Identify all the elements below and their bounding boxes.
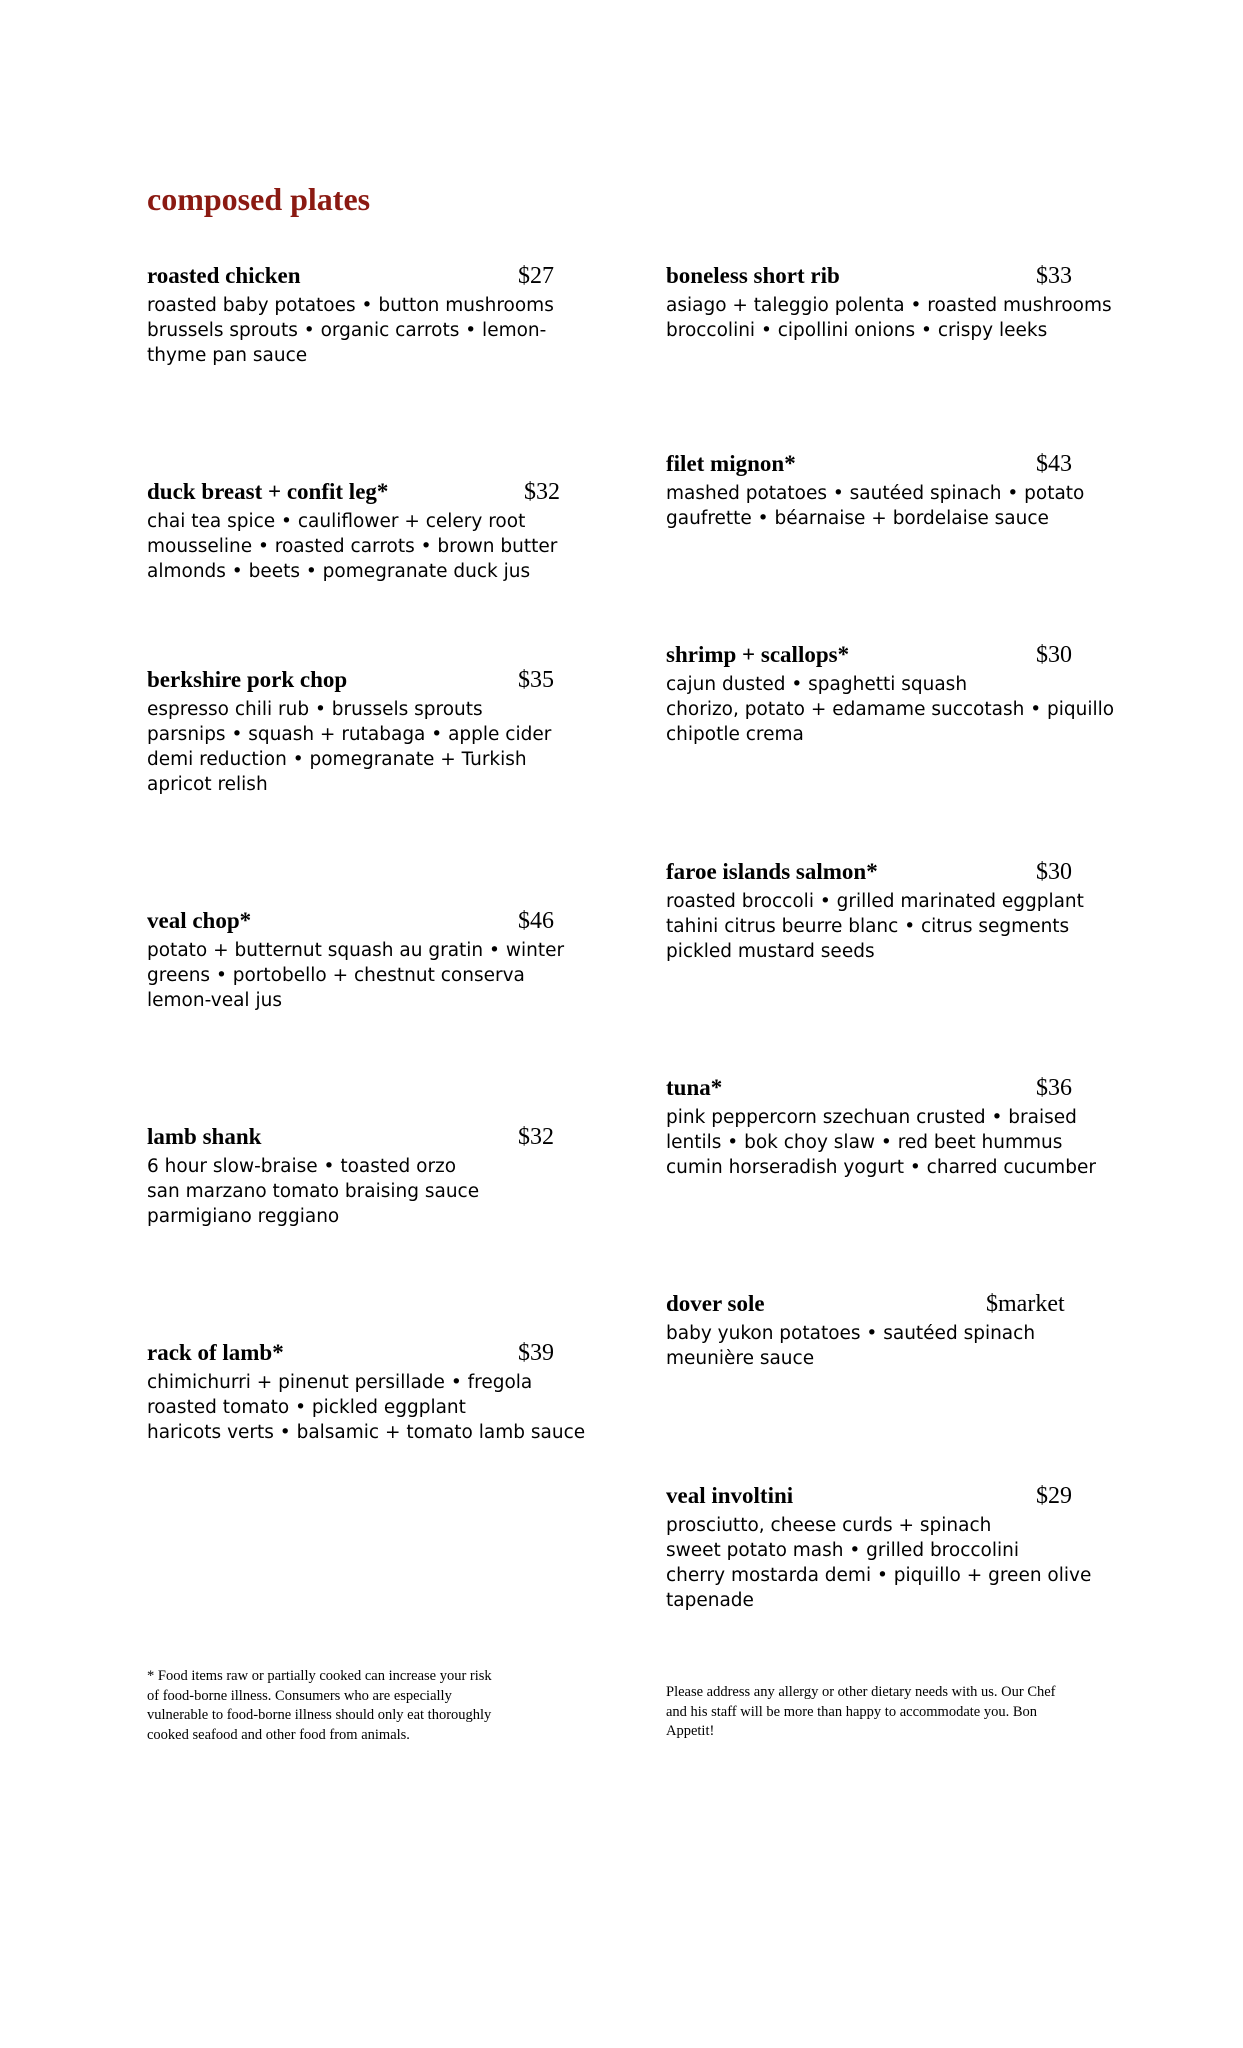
description-line: greens • portobello + chestnut conserva bbox=[147, 965, 525, 986]
item-price: $35 bbox=[518, 667, 554, 693]
item-name: berkshire pork chop bbox=[147, 667, 348, 692]
item-price: $36 bbox=[1036, 1075, 1072, 1101]
description-line: demi reduction • pomegranate + Turkish bbox=[147, 749, 527, 770]
item-name: lamb shank bbox=[147, 1124, 262, 1149]
item-description bbox=[666, 672, 1115, 747]
item-description bbox=[666, 889, 1106, 964]
item-price: $39 bbox=[518, 1340, 554, 1366]
item-description bbox=[666, 1105, 1106, 1180]
description-line: brussels sprouts • organic carrots • lemon- bbox=[147, 320, 547, 341]
item-description bbox=[147, 1154, 587, 1229]
item-name: shrimp + scallops* bbox=[666, 642, 850, 667]
description-line: espresso chili rub • brussels sprouts bbox=[147, 699, 483, 720]
description-line: chai tea spice • cauliflower + celery root bbox=[147, 511, 526, 532]
description-line: asiago + taleggio polenta • roasted mushrooms bbox=[666, 295, 1112, 316]
description-line: cajun dusted • spaghetti squash bbox=[666, 674, 968, 695]
description-line: chimichurri + pinenut persillade • fregola bbox=[147, 1372, 533, 1393]
item-description bbox=[147, 293, 587, 368]
description-line: thyme pan sauce bbox=[147, 345, 308, 366]
item-description bbox=[666, 1513, 1106, 1613]
item-price: $market bbox=[986, 1291, 1065, 1317]
item-name: boneless short rib bbox=[666, 263, 840, 288]
description-line: roasted broccoli • grilled marinated eggplant bbox=[666, 891, 1084, 912]
note-line: Please address any allergy or other dietary needs with us. Our Chef bbox=[666, 1684, 1056, 1700]
item-name: veal chop* bbox=[147, 908, 252, 933]
description-line: tapenade bbox=[666, 1590, 754, 1611]
description-line: chorizo, potato + edamame succotash • piquillo bbox=[666, 699, 1115, 720]
description-line: almonds • beets • pomegranate duck jus bbox=[147, 561, 531, 582]
section-title: composed plates bbox=[147, 181, 371, 217]
item-price: $32 bbox=[518, 1124, 554, 1150]
description-line: 6 hour slow-braise • toasted orzo bbox=[147, 1156, 457, 1177]
item-description bbox=[147, 1370, 587, 1445]
description-line: lemon-veal jus bbox=[147, 990, 282, 1011]
description-line: tahini citrus beurre blanc • citrus segments bbox=[666, 916, 1070, 937]
description-line: apricot relish bbox=[147, 774, 268, 795]
description-line: parmigiano reggiano bbox=[147, 1206, 340, 1227]
item-price: $30 bbox=[1036, 859, 1072, 885]
item-name: duck breast + confit leg* bbox=[147, 479, 389, 504]
item-name: filet mignon* bbox=[666, 451, 796, 476]
note-line: vulnerable to food-borne illness should only eat thoroughly bbox=[147, 1707, 492, 1723]
food-safety-warning bbox=[147, 1667, 492, 1745]
description-line: prosciutto, cheese curds + spinach bbox=[666, 1515, 992, 1536]
note-line: Appetit! bbox=[666, 1723, 715, 1739]
item-name: tuna* bbox=[666, 1075, 723, 1100]
description-line: cherry mostarda demi • piquillo + green olive bbox=[666, 1565, 1092, 1586]
description-line: haricots verts • balsamic + tomato lamb sauce bbox=[147, 1422, 586, 1443]
description-line: parsnips • squash + rutabaga • apple cider bbox=[147, 724, 552, 745]
description-line: san marzano tomato braising sauce bbox=[147, 1181, 480, 1202]
note-line: * Food items raw or partially cooked can increase your risk bbox=[147, 1668, 492, 1684]
item-description bbox=[147, 509, 587, 584]
item-name: dover sole bbox=[666, 1291, 765, 1316]
description-line: lentils • bok choy slaw • red beet hummus bbox=[666, 1132, 1063, 1153]
item-description bbox=[666, 481, 1106, 531]
item-price: $27 bbox=[518, 263, 554, 289]
item-name: rack of lamb* bbox=[147, 1340, 284, 1365]
description-line: mousseline • roasted carrots • brown butter bbox=[147, 536, 558, 557]
item-price: $46 bbox=[518, 908, 554, 934]
description-line: chipotle crema bbox=[666, 724, 804, 745]
note-line: cooked seafood and other food from animals. bbox=[147, 1726, 410, 1743]
note-line: and his staff will be more than happy to accommodate you. Bon bbox=[666, 1703, 1038, 1720]
description-line: meunière sauce bbox=[666, 1348, 815, 1369]
description-line: pink peppercorn szechuan crusted • braised bbox=[666, 1107, 1077, 1128]
item-name: faroe islands salmon* bbox=[666, 859, 878, 884]
item-price: $29 bbox=[1036, 1483, 1072, 1509]
description-line: potato + butternut squash au gratin • winter bbox=[147, 940, 565, 961]
allergy-notice bbox=[666, 1683, 1056, 1742]
description-line: baby yukon potatoes • sautéed spinach bbox=[666, 1323, 1036, 1344]
description-line: gaufrette • béarnaise + bordelaise sauce bbox=[666, 508, 1049, 529]
item-description bbox=[666, 293, 1112, 343]
description-line: broccolini • cipollini onions • crispy leeks bbox=[666, 320, 1048, 341]
description-line: cumin horseradish yogurt • charred cucumber bbox=[666, 1157, 1096, 1178]
note-line: of food-borne illness. Consumers who are especially bbox=[147, 1687, 452, 1704]
item-description bbox=[666, 1321, 1106, 1371]
item-price: $43 bbox=[1036, 451, 1072, 477]
item-price: $32 bbox=[524, 479, 560, 505]
item-description bbox=[147, 938, 587, 1013]
description-line: mashed potatoes • sautéed spinach • potato bbox=[666, 483, 1085, 504]
description-line: pickled mustard seeds bbox=[666, 941, 875, 962]
item-description bbox=[147, 697, 587, 797]
item-name: roasted chicken bbox=[147, 263, 301, 288]
description-line: sweet potato mash • grilled broccolini bbox=[666, 1540, 1020, 1561]
description-line: roasted baby potatoes • button mushrooms bbox=[147, 295, 554, 316]
description-line: roasted tomato • pickled eggplant bbox=[147, 1397, 466, 1418]
item-price: $30 bbox=[1036, 642, 1072, 668]
item-name: veal involtini bbox=[666, 1483, 794, 1508]
item-price: $33 bbox=[1036, 263, 1072, 289]
